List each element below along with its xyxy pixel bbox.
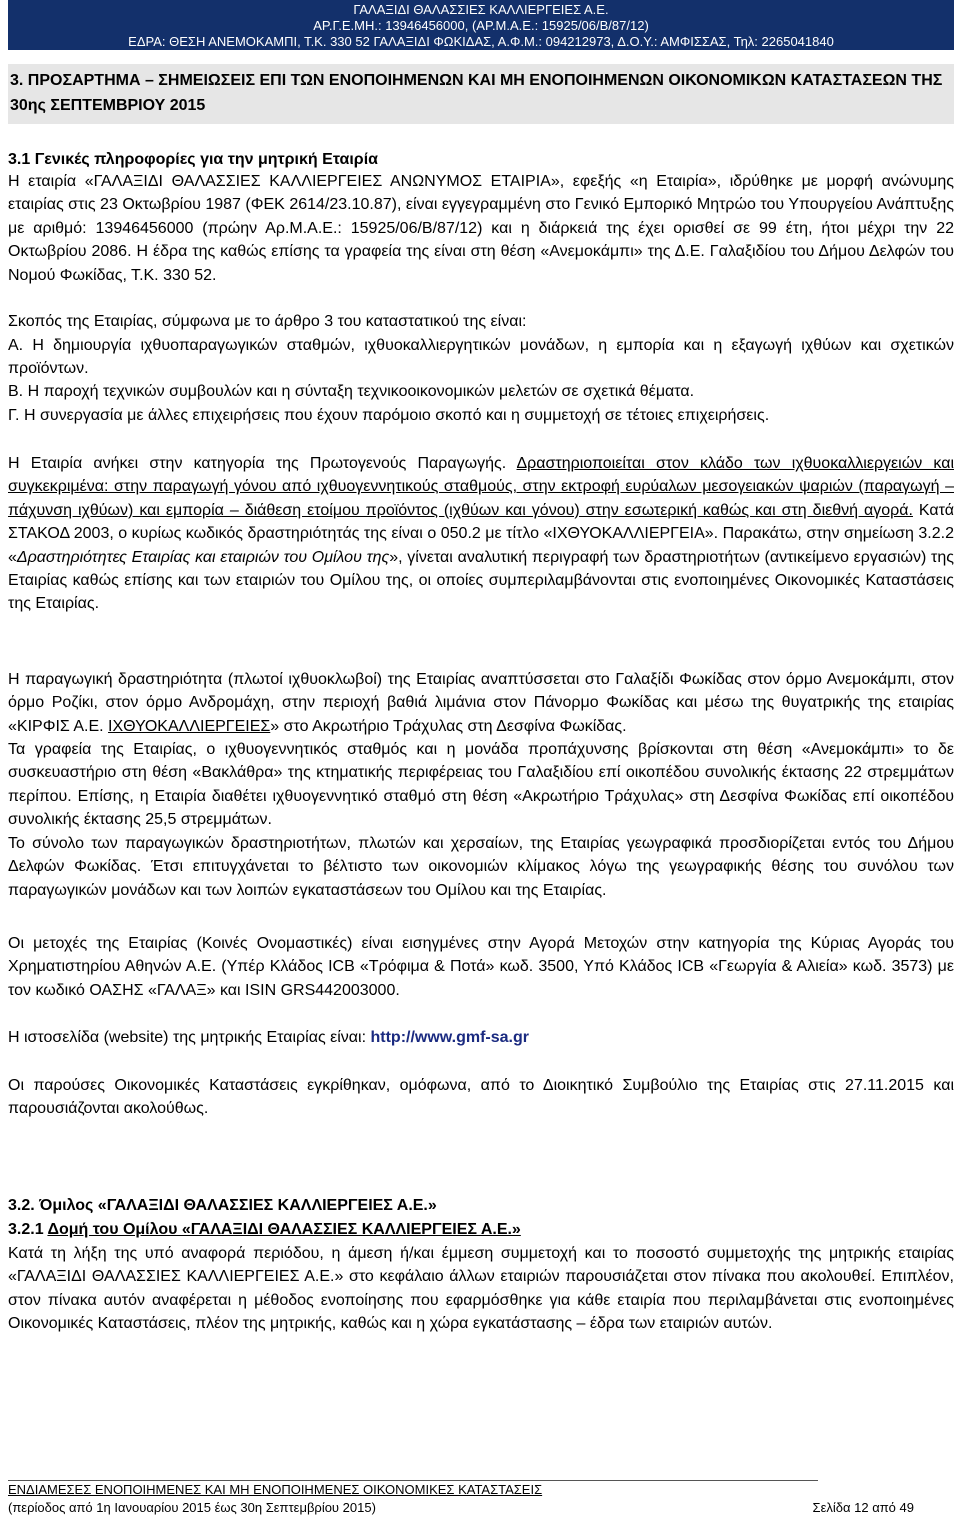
footer-title: ΕΝΔΙΑΜΕΣΕΣ ΕΝΟΠΟΙΗΜΕΝΕΣ ΚΑΙ ΜΗ ΕΝΟΠΟΙΗΜΕΝΕΣ ΟΙΚΟΝΟΜΙΚΕΣ ΚΑΤΑΣΤΑΣΕΙΣ — [8, 1482, 543, 1497]
heading-3-1: 3.1 Γενικές πληροφορίες για την μητρική Εταιρία — [8, 151, 378, 168]
paragraph-production-sites — [8, 668, 954, 738]
header-company-name: ΓΑΛΑΞΙΔΙ ΘΑΛΑΣΣΙΕΣ ΚΑΛΛΙΕΡΓΕΙΕΣ Α.Ε. — [353, 2, 609, 17]
paragraph-approval: Οι παρούσες Οικονομικές Καταστάσεις εγκρίθηκαν, ομόφωνα, από το Διοικητικό Συμβούλιο της Εταιρίας στις 27.11.2015 και παρουσιάζονται ακολούθως. — [8, 1077, 954, 1118]
sector-intro: Η Εταιρία ανήκει στην κατηγορία της Πρωτογενούς Παραγωγής. — [8, 455, 517, 472]
website-link[interactable]: http://www.gmf-sa.gr — [370, 1029, 529, 1046]
footer-period: (περίοδος από 1η Ιανουαρίου 2015 έως 30η Σεπτεμβρίου 2015) — [8, 1500, 376, 1515]
paragraph-website — [8, 1026, 954, 1049]
page-number: Σελίδα 12 από 49 — [812, 1500, 914, 1515]
note-reference-title: Δραστηριότητες Εταιρίας και εταιριών του Ομίλου της — [16, 548, 390, 566]
subsidiary-activity: ΙΧΘΥΟΚΑΛΛΙΕΡΓΕΙΕΣ — [108, 717, 271, 735]
sector-code: Κατά ΣΤΑΚΟΔ 2003, ο κυρίως κωδικός δραστηριότητάς της είναι ο 050.2 με τίτλο «ΙΧΘΥΟΚΑΛΛΙΕΡΓΕΙΑ». Παρακάτω, στην σημείωση 3.2.2 « — [8, 501, 955, 566]
paragraph-geography: Το σύνολο των παραγωγικών δραστηριοτήτων, πλωτών και χερσαίων, της Εταιρίας γεωγραφικά προσδιορίζεται εντός του Δήμου Δελφών Φωκίδας. Έτσι επιτυγχάνεται το βέλτιστο των οικονομιών κλίμακος λόγω της γεωγραφικής θέσης του συνόλου των παραγωγικών μονάδων και των λοιπών εγκαταστάσεων του Ομίλου και της Εταιρίας. — [8, 835, 954, 899]
sector-description: », γίνεται αναλυτική περιγραφή των δραστηριοτήτων (αντικείμενο εργασιών) της Εταιρίας καθώς επίσης και των εταιριών του Ομίλου της, οι οποίες συμπεριλαμβάνονται στις ενοποιημένες Οικονομικές Καταστάσεις της Εταιρίας. — [8, 548, 954, 613]
purpose-item-b: Β. Η παροχή τεχνικών συμβουλών και η σύνταξη τεχνικοοικονομικών μελετών σε σχετικά θέματα. — [8, 383, 695, 400]
heading-3-2: 3.2. Όμιλος «ΓΑΛΑΞΙΔΙ ΘΑΛΑΣΣΙΕΣ ΚΑΛΛΙΕΡΓΕΙΕΣ Α.Ε.» — [8, 1197, 437, 1214]
heading-3-2-1 — [8, 1218, 954, 1241]
header-registration: ΑΡ.Γ.Ε.ΜΗ.: 13946456000, (ΑΡ.Μ.Α.Ε.: 15925/06/Β/87/12) — [313, 18, 649, 33]
paragraph-shares: Οι μετοχές της Εταιρίας (Κοινές Ονομαστικές) είναι εισηγμένες στην Αγορά Μετοχών στην κατηγορία της Κύριας Αγοράς του Χρηματιστηρίου Αθηνών Α.Ε. (Υπέρ Κλάδος ICB «Τρόφιμα & Ποτά» κωδ. 3500, Υπό Κλάδος ICB «Γεωργία & Αλιεία» κωδ. 3573) με τον κωδικό ΟΑΣΗΣ «ΓΑΛΑΞ» και ISIN GRS442003000. — [8, 935, 954, 999]
heading-3-2-1-number: 3.2.1 — [8, 1221, 48, 1238]
header-address: ΕΔΡΑ: ΘΕΣΗ ΑΝΕΜΟΚΑΜΠΙ, Τ.Κ. 330 52 ΓΑΛΑΞΙΔΙ ΦΩΚΙΔΑΣ, Α.Φ.Μ.: 094212973, Δ.Ο.Υ.: ΑΜΦΙΣΣΑΣ, Τηλ: 2265041840 — [128, 34, 834, 49]
purpose-item-a: Α. Η δημιουργία ιχθυοπαραγωγικών σταθμών, ιχθυοκαλλιεργητικών μονάδων, η εμπορία και η εξαγωγή ιχθύων και σχετικών προϊόντων. — [8, 337, 954, 378]
paragraph-company-info: Η εταιρία «ΓΑΛΑΞΙΔΙ ΘΑΛΑΣΣΙΕΣ ΚΑΛΛΙΕΡΓΕΙΕΣ ΑΝΩΝΥΜΟΣ ΕΤΑΙΡΙΑ», εφεξής «η Εταιρία», ιδρύθηκε με μορφή ανώνυμης εταιρίας στις 23 Οκτωβρίου 1987 (ΦΕΚ 2614/23.10.87), είναι εγγεγραμμένη στο Γενικό Εμπορικό Μητρώο του Υπουργείου Ανάπτυξης με αριθμό: 13946456000 (πρώην Αρ.Μ.Α.Ε.: 15925/06/Β/87/12) και η διάρκειά της έχει ορισθεί σε 99 έτη, ήτοι μέχρι την 22 Οκτωβρίου 2086. Η έδρα της καθώς επίσης τα γραφεία της είναι στη θέση «Ανεμοκάμπι» της Δ.Ε. Γαλαξιδίου του Δήμου Δελφών του Νομού Φωκίδας, Τ.Κ. 330 52. — [8, 173, 954, 284]
purpose-intro: Σκοπός της Εταιρίας, σύμφωνα με το άρθρο 3 του καταστατικού της είναι: — [8, 313, 527, 330]
section-title: 3. ΠΡΟΣΑΡΤΗΜΑ – ΣΗΜΕΙΩΣΕΙΣ ΕΠΙ ΤΩΝ ΕΝΟΠΟΙΗΜΕΝΩΝ ΚΑΙ ΜΗ ΕΝΟΠΟΙΗΜΕΝΩΝ ΟΙΚΟΝΟΜΙΚΩΝ ΚΑΤΑΣΤΑΣΕΩΝ ΤΗΣ 30ης ΣΕΠΤΕΜΒΡΙΟΥ 2015 — [8, 64, 954, 124]
website-label: Η ιστοσελίδα (website) της μητρικής Εταιρίας είναι: — [8, 1029, 371, 1046]
paragraph-facilities: Τα γραφεία της Εταιρίας, ο ιχθυογεννητικός σταθμός και η μονάδα προπάχυνσης βρίσκονται στη θέση «Ανεμοκάμπι» το δε συσκευαστήριο στη θέση «Βακλάθρα» της κτηματικής περιφέρειας του Γαλαξιδίου επί οικοπέδου συνολικής έκτασης 22 στρεμμάτων περίπου. Επίσης, η Εταιρία διαθέτει ιχθυογεννητικό σταθμό στη θέση «Ακρωτήριο Τράχυλας» στη Δεσφίνα Φωκίδας επί οικοπέδου συνολικής έκτασης 25,5 στρεμμάτων. — [8, 741, 954, 829]
heading-3-2-1-title: Δομή του Ομίλου «ΓΑΛΑΞΙΔΙ ΘΑΛΑΣΣΙΕΣ ΚΑΛΛΙΕΡΓΕΙΕΣ Α.Ε.» — [47, 1221, 521, 1238]
production-sites-text: Η παραγωγική δραστηριότητα (πλωτοί ιχθυοκλωβοί) της Εταιρίας αναπτύσσεται στο Γαλαξίδι Φωκίδας στον όρμο Ανεμοκάμπι, στον όρμο Ροζίκι, στον όρμο Ανδρομάχη, στην περιοχή βαθιά λιμάνια στον Πάνορμο Φωκίδας και μέσω της θυγατρικής της εταιρίας «ΚΙΡΦΙΣ Α.Ε. — [8, 671, 954, 735]
footer-period-row — [8, 1500, 954, 1516]
paragraph-sector — [8, 452, 954, 616]
purpose-item-c: Γ. Η συνεργασία με άλλες επιχειρήσεις που έχουν παρόμοιο σκοπό και η συμμετοχή σε τέτοιες επιχειρήσεις. — [8, 407, 770, 424]
paragraph-group-structure: Κατά τη λήξη της υπό αναφορά περιόδου, η άμεση ή/και έμμεση συμμετοχή και το ποσοστό συμμετοχής της μητρικής εταιρίας «ΓΑΛΑΞΙΔΙ ΘΑΛΑΣΣΙΕΣ ΚΑΛΛΙΕΡΓΕΙΕΣ Α.Ε.» στο κεφάλαιο άλλων εταιριών παρουσιάζεται στον πίνακα που ακολουθεί. Επιπλέον, στον πίνακα αυτόν αναφέρεται η μέθοδος ενοποίησης που εφαρμόσθηκε για κάθε εταιρία που περιλαμβάνεται στις ενοποιημένες Οικονομικές Καταστάσεις, πλέον της μητρικής, καθώς και η χώρα εγκατάστασης – έδρα των εταιριών αυτών. — [8, 1245, 954, 1333]
company-header-banner — [8, 0, 954, 50]
sector-activity: Δραστηριοποιείται στον κλάδο των ιχθυοκαλλιεργειών και συγκεκριμένα: στην παραγωγή γόνου από ιχθυογεννητικούς σταθμούς, στην εκτροφή ευρύαλων μεσογειακών ψαριών (παραγωγή – πάχυνση ιχθύων) και εμπορία – διάθεση ετοίμου προϊόντος (ιχθύων και γόνου) στην εσωτερική καθώς και στη διεθνή αγορά. — [8, 455, 954, 519]
footer-divider — [8, 1480, 818, 1481]
production-sites-end: » στο Ακρωτήριο Τράχυλας στη Δεσφίνα Φωκίδας. — [270, 717, 627, 735]
